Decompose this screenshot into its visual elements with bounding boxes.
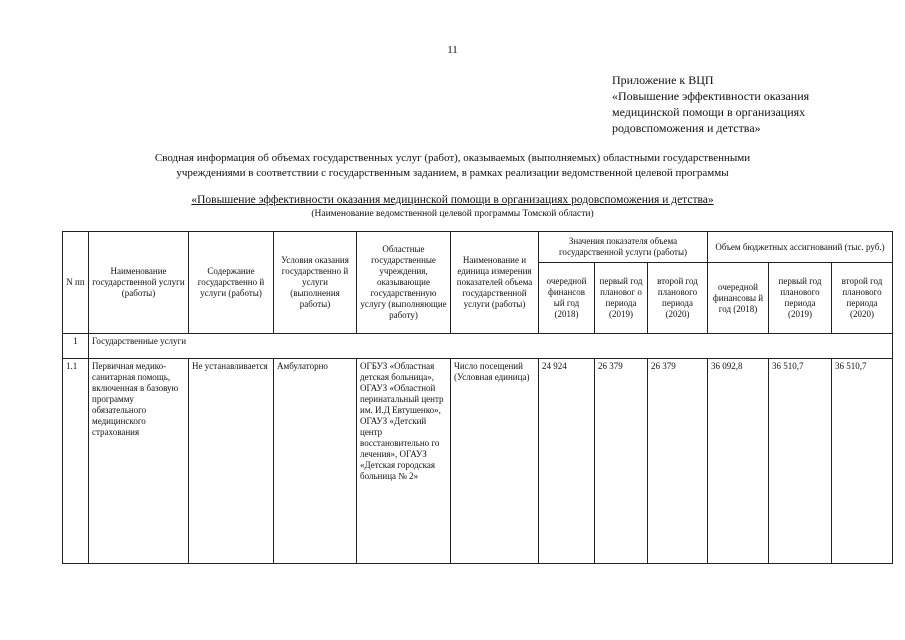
- row-budget-2020: 36 510,7: [832, 359, 893, 564]
- appendix-line: родовспоможения и детства»: [612, 121, 761, 135]
- section-row: [63, 334, 893, 359]
- header-num: N пп: [63, 232, 89, 334]
- header-budget-2018: очередной финансовы й год (2018): [708, 263, 769, 334]
- program-caption: (Наименование ведомственной целевой программы Томской области): [311, 209, 594, 219]
- summary-title: [0, 151, 905, 181]
- header-row: [63, 232, 893, 263]
- header-volume-2020: второй год планового периода (2020): [648, 263, 708, 334]
- row-service-name: Первичная медико-санитарная помощь, включенная в базовую программу обязательного медицинского страхования: [89, 359, 189, 564]
- row-institutions: ОГБУЗ «Областная детская больница», ОГАУЗ «Областной перинатальный центр им. И.Д Евтушенко», ОГАУЗ «Детский центр восстановительно го лечения», ОГАУЗ «Детская городская больница № 2»: [357, 359, 451, 564]
- program-name: «Повышение эффективности оказания медицинской помощи в организациях родовспоможения и детства»: [191, 194, 714, 206]
- header-institutions: Областные государственные учреждения, оказывающие государственную услугу (выполняющие работу): [357, 232, 451, 334]
- section-label: Государственные услуги: [89, 334, 893, 359]
- row-num: 1.1: [63, 359, 89, 564]
- header-volume-2018: очередной финансов ый год (2018): [539, 263, 595, 334]
- appendix-line: Приложение к ВЦП: [612, 73, 714, 87]
- section-num: 1: [63, 334, 89, 359]
- header-budget-group: Объем бюджетных ассигнований (тыс. руб.): [708, 232, 893, 263]
- header-budget-2019: первый год планового периода (2019): [769, 263, 832, 334]
- row-budget-2019: 36 510,7: [769, 359, 832, 564]
- row-indicator: Число посещений (Условная единица): [451, 359, 539, 564]
- appendix-note: [612, 72, 882, 136]
- row-volume-2019: 26 379: [595, 359, 648, 564]
- appendix-line: «Повышение эффективности оказания: [612, 89, 810, 103]
- row-volume-2020: 26 379: [648, 359, 708, 564]
- header-budget-2020: второй год планового периода (2020): [832, 263, 893, 334]
- row-content: Не устанавливается: [189, 359, 274, 564]
- row-budget-2018: 36 092,8: [708, 359, 769, 564]
- row-conditions: Амбулаторно: [274, 359, 357, 564]
- summary-title-line: Сводная информация об объемах государственных услуг (работ), оказываемых (выполняемых) областными государственными: [154, 152, 751, 164]
- header-conditions: Условия оказания государственно й услуги (выполнения работы): [274, 232, 357, 334]
- services-table: [62, 231, 893, 564]
- header-content: Содержание государственно й услуги (работы): [189, 232, 274, 334]
- header-volume-group: Значения показателя объема государственной услуги (работы): [539, 232, 708, 263]
- summary-title-line: учреждениями в соответствии с государственным заданием, в рамках реализации ведомственной целевой программы: [176, 167, 729, 179]
- header-volume-2019: первый год плановог о периода (2019): [595, 263, 648, 334]
- header-indicator: Наименование и единица измерения показателей объема государственной услуги (работы): [451, 232, 539, 334]
- row-volume-2018: 24 924: [539, 359, 595, 564]
- header-service-name: Наименование государственной услуги (работы): [89, 232, 189, 334]
- page-number: 11: [447, 44, 458, 56]
- table-row: [63, 359, 893, 564]
- appendix-line: медицинской помощи в организациях: [612, 105, 806, 119]
